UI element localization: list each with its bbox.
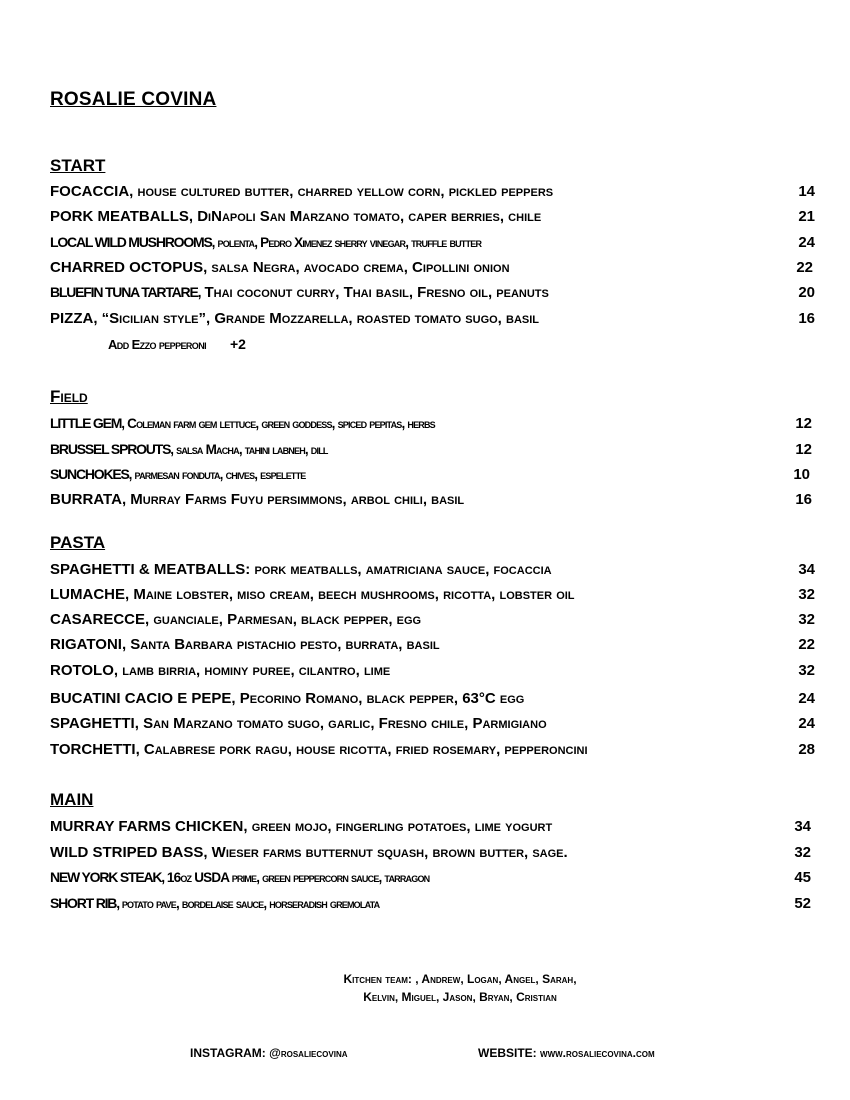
item-name: RIGATONI [50,636,122,653]
item-description: , salsa Macha, tahini labneh, dill [170,442,328,457]
menu-item [50,415,820,435]
item-name: LOCAL WILD MUSHROOMS [50,234,212,250]
item-name: BLUEFIN TUNA TARTARE, [50,284,201,300]
item-price: 32 [798,611,815,628]
website-link[interactable]: www.rosaliecovina.com [540,1046,655,1060]
item-price: 52 [794,895,811,912]
item-description: potato pave, bordelaise sauce, horseradish gremolata [118,896,380,911]
item-name: NEW YORK STEAK, [50,869,164,885]
menu-item [50,284,820,304]
menu-item [50,466,820,486]
menu-item [50,818,820,838]
instagram-handle[interactable]: @rosaliecovina [269,1046,348,1060]
item-price: 28 [798,741,815,758]
item-name: MURRAY FARMS CHICKEN, [50,818,248,835]
item-description: , Coleman farm gem lettuce, green goddess, spiced pepitas, herbs [121,416,435,431]
item-name: LUMACHE [50,586,125,603]
instagram-info [190,1046,348,1060]
menu-item [50,636,820,656]
menu-item [50,741,820,761]
item-name: ROTOLO [50,662,114,679]
menu-item [50,183,820,203]
item-price: 32 [798,662,815,679]
item-name: SPAGHETTI & MEATBALLS: [50,561,251,578]
item-description: , Calabrese pork ragu, house ricotta, fried rosemary, pepperoncini [135,741,588,758]
item-price: 12 [795,415,812,432]
item-price: 24 [798,715,815,732]
website-info [478,1046,655,1060]
item-name: CHARRED OCTOPUS [50,259,204,276]
menu-item [50,491,820,511]
item-name: PORK MEATBALLS [50,208,189,225]
item-description: , San Marzano tomato sugo, garlic, Fresno chile, Parmigiano [134,715,547,732]
menu-item [50,895,820,915]
item-description: Wieser farms butternut squash, brown butter, sage. [207,844,568,861]
item-description: pork meatballs, amatriciana sauce, focaccia [250,561,552,578]
kitchen-team-line-2: Kelvin, Miguel, Jason, Bryan, Cristian [363,990,557,1004]
kitchen-team-line-1: Kitchen team: , Andrew, Logan, Angel, Sarah, [343,972,577,986]
menu-item [50,611,820,631]
item-name: WILD STRIPED BASS, [50,844,208,861]
item-price: 34 [794,818,811,835]
item-description: , polenta, Pedro Ximenez sherry vinegar, truffle butter [211,235,482,250]
item-price: 45 [794,869,811,886]
item-price: 16 [795,491,812,508]
item-name: SHORT RIB, [50,895,119,911]
menu-item [50,690,820,710]
item-name: BUCATINI CACIO E PEPE [50,690,232,707]
item-name: PIZZA [50,310,94,327]
instagram-label: INSTAGRAM: [190,1046,266,1060]
section-title-start: START [50,156,106,175]
item-name: FOCACCIA [50,183,130,200]
item-name: CASARECCE [50,611,146,628]
addon-name: Add Ezzo pepperoni [108,337,206,352]
item-price: 20 [798,284,815,301]
item-price: 16 [798,310,815,327]
menu-item [50,259,820,279]
item-description: , lamb birria, hominy puree, cilantro, lime [113,662,391,679]
item-description: , “Sicilian style”, Grande Mozzarella, roasted tomato sugo, basil [93,310,540,327]
item-description: , guanciale, Parmesan, black pepper, egg [145,611,422,628]
restaurant-name: ROSALIE COVINA [50,89,217,110]
addon-item [108,336,246,352]
menu-item [50,208,820,228]
item-price: 22 [798,636,815,653]
item-price: 14 [798,183,815,200]
item-description: , parmesan fonduta, chives, espelette [128,467,306,482]
item-description: Thai coconut curry, Thai basil, Fresno oil, peanuts [200,284,549,301]
section-title-pasta: PASTA [50,533,106,552]
item-description: , Santa Barbara pistachio pesto, burrata, basil [121,636,440,653]
item-price: 24 [798,234,815,251]
website-label: WEBSITE: [478,1046,537,1060]
item-description: , Murray Farms Fuyu persimmons, arbol chili, basil [121,491,465,508]
item-price: 12 [795,441,812,458]
item-name: TORCHETTI [50,741,136,758]
item-name: BURRATA [50,491,122,508]
item-price: 32 [794,844,811,861]
item-price: 22 [796,259,813,276]
addon-price: +2 [230,336,246,352]
menu-item [50,441,820,461]
menu-item [50,561,820,581]
item-price: 10 [793,466,810,483]
item-name: LITTLE GEM [50,415,122,431]
item-price: 34 [798,561,815,578]
item-name: SUNCHOKES [50,466,129,482]
kitchen-team [0,970,850,1006]
item-name: BRUSSEL SPROUTS [50,441,171,457]
item-description: , Pecorino Romano, black pepper, 63°C egg [231,690,525,707]
menu-item [50,715,820,735]
item-price: 24 [798,690,815,707]
item-description: , salsa Negra, avocado crema, Cipollini onion [203,259,510,276]
item-description: , house cultured butter, charred yellow corn, pickled peppers [129,183,554,200]
menu-item [50,234,820,254]
menu-item [50,662,820,682]
menu-item [50,869,820,889]
item-description: green mojo, fingerling potatoes, lime yogurt [247,818,553,835]
item-description: , DiNapoli San Marzano tomato, caper berries, chile [188,208,542,225]
menu-item [50,310,820,330]
menu-item [50,586,820,606]
menu-item [50,844,820,864]
section-title-main: MAIN [50,790,94,809]
section-title-field: Field [50,387,88,406]
item-price: 21 [798,208,815,225]
item-name: SPAGHETTI [50,715,135,732]
item-price: 32 [798,586,815,603]
item-description: , Maine lobster, miso cream, beech mushrooms, ricotta, lobster oil [125,586,575,603]
item-description: 16oz USDA prime, green peppercorn sauce, tarragon [163,870,430,885]
